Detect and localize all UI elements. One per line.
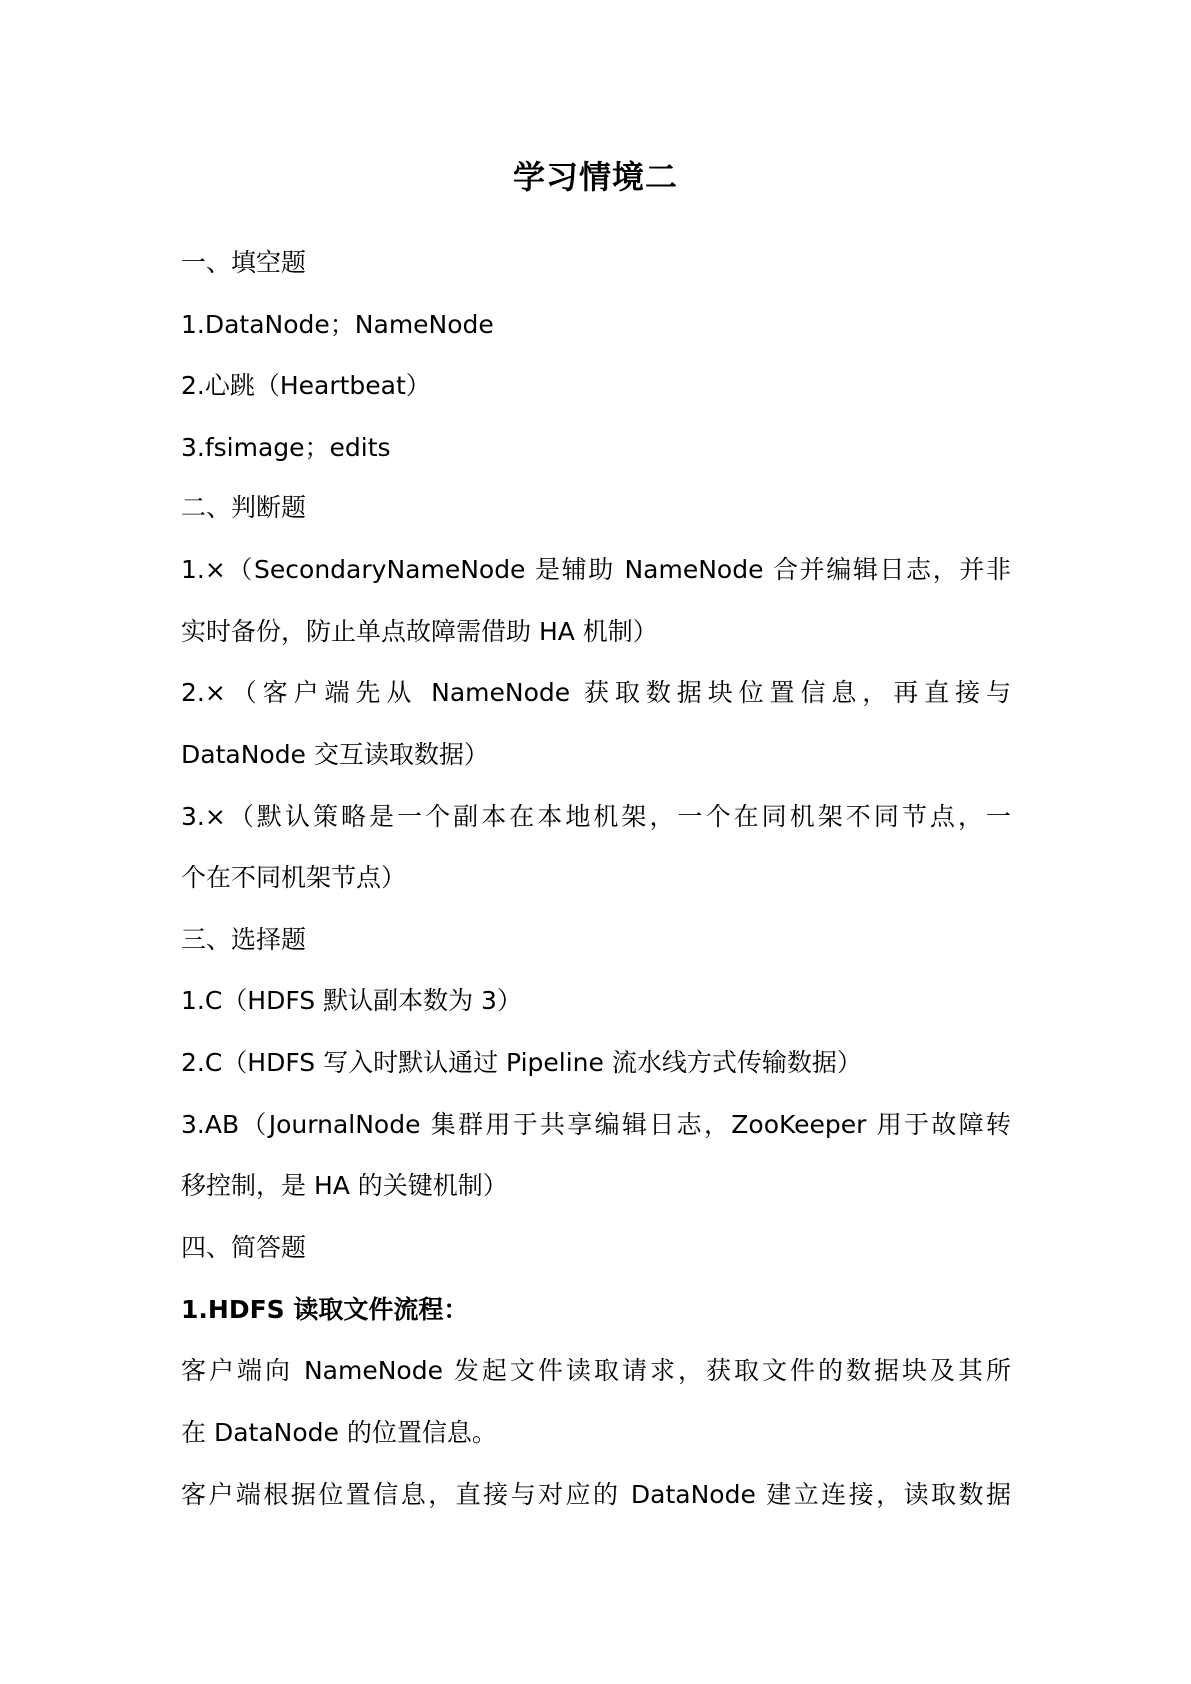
- answer-line: 2.C（HDFS 写入时默认通过 Pipeline 流水线方式传输数据）: [181, 1048, 862, 1077]
- answer-line: 1.DataNode；NameNode: [181, 310, 494, 339]
- paragraph-line: 客户端根据位置信息，直接与对应的 DataNode 建立连接，读取数据: [181, 1480, 1011, 1509]
- answer-line: 2.×（客户端先从 NameNode 获取数据块位置信息，再直接与: [181, 678, 1011, 707]
- answer-line: 2.心跳（Heartbeat）: [181, 371, 431, 400]
- section-heading-multiple-choice: 三、选择题: [181, 925, 307, 954]
- section-heading-short-answer: 四、简答题: [181, 1233, 307, 1262]
- answer-line: 1.×（SecondaryNameNode 是辅助 NameNode 合并编辑日志，并非: [181, 555, 1011, 584]
- paragraph-line: 在 DataNode 的位置信息。: [181, 1418, 497, 1447]
- answer-line: 3.fsimage；edits: [181, 433, 391, 462]
- answer-line: 实时备份，防止单点故障需借助 HA 机制）: [181, 617, 658, 646]
- section-heading-fill-blank: 一、填空题: [181, 248, 307, 277]
- answer-line: 3.×（默认策略是一个副本在本地机架，一个在同机架不同节点，一: [181, 802, 1011, 831]
- answer-line: 个在不同机架节点）: [181, 863, 407, 892]
- section-heading-true-false: 二、判断题: [181, 493, 307, 522]
- paragraph-line: 客户端向 NameNode 发起文件读取请求，获取文件的数据块及其所: [181, 1356, 1011, 1385]
- answer-line: 3.AB（JournalNode 集群用于共享编辑日志，ZooKeeper 用于故障转: [181, 1110, 1011, 1139]
- document-title: 学习情境二: [512, 158, 678, 196]
- subheading-hdfs-read-flow: 1.HDFS 读取文件流程：: [181, 1295, 469, 1324]
- answer-line: 移控制，是 HA 的关键机制）: [181, 1171, 508, 1200]
- answer-line: 1.C（HDFS 默认副本数为 3）: [181, 986, 522, 1015]
- answer-line: DataNode 交互读取数据）: [181, 740, 489, 769]
